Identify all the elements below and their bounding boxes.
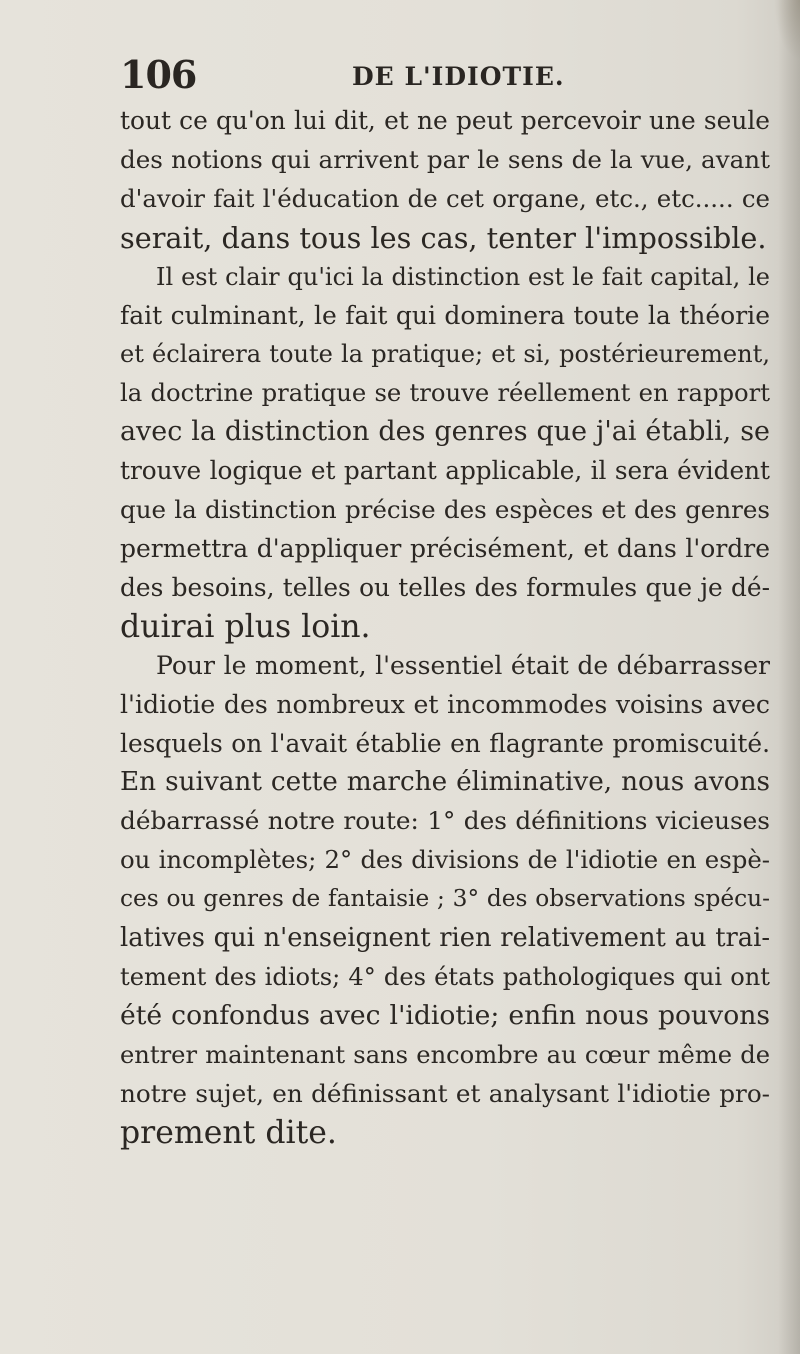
text-line: l'idiotie des nombreux et incommodes voisins avec xyxy=(120,689,770,719)
text-line: ou incomplètes; 2° des divisions de l'idiotie en espè- xyxy=(120,845,770,875)
corner-stain xyxy=(774,0,800,60)
text-line: d'avoir fait l'éducation de cet organe, etc., etc..... ce xyxy=(120,183,770,213)
text-line: et éclairera toute la pratique; et si, postérieurement, xyxy=(120,340,770,369)
text-line: lesquels on l'avait établie en flagrante promiscuité. xyxy=(120,728,770,758)
body-text xyxy=(120,102,770,1152)
text-line: fait culminant, le fait qui dominera toute la théorie xyxy=(120,300,770,330)
text-line: tout ce qu'on lui dit, et ne peut percevoir une seule xyxy=(120,106,770,135)
text-line: que la distinction précise des espèces et des genres xyxy=(120,495,770,525)
page-edge-shadow xyxy=(778,0,800,1354)
text-line: des besoins, telles ou telles des formules que je dé- xyxy=(120,572,770,602)
text-line: Il est clair qu'ici la distinction est le fait capital, le xyxy=(156,262,770,291)
text-line: avec la distinction des genres que j'ai établi, se xyxy=(120,416,770,448)
text-line: latives qui n'enseignent rien relativement au trai- xyxy=(120,923,770,954)
text-line: débarrassé notre route: 1° des définitions vicieuses xyxy=(120,806,770,836)
text-line: Pour le moment, l'essentiel était de débarrasser xyxy=(156,650,770,680)
text-line: prement dite. xyxy=(120,1114,337,1151)
running-head xyxy=(120,52,770,102)
text-line: des notions qui arrivent par le sens de la vue, avant xyxy=(120,144,770,174)
text-line: En suivant cette marche éliminative, nous avons xyxy=(120,767,770,798)
text-line: duirai plus loin. xyxy=(120,608,371,645)
text-line: notre sujet, en définissant et analysant l'idiotie pro- xyxy=(120,1078,770,1108)
text-line: trouve logique et partant applicable, il sera évident xyxy=(120,456,770,486)
text-line: la doctrine pratique se trouve réellement en rapport xyxy=(120,378,770,408)
text-line: permettra d'appliquer précisément, et dans l'ordre xyxy=(120,533,770,563)
text-line: été confondus avec l'idiotie; enfin nous pouvons xyxy=(120,999,770,1031)
text-line: serait, dans tous les cas, tenter l'impossible. xyxy=(120,220,767,255)
text-line: ces ou genres de fantaisie ; 3° des observations spécu- xyxy=(120,885,770,913)
chapter-title: DE L'IDIOTIE. xyxy=(352,62,565,91)
page-number: 106 xyxy=(120,52,197,97)
text-line: entrer maintenant sans encombre au cœur même de xyxy=(120,1040,770,1069)
text-line: tement des idiots; 4° des états pathologiques qui ont xyxy=(120,962,770,991)
